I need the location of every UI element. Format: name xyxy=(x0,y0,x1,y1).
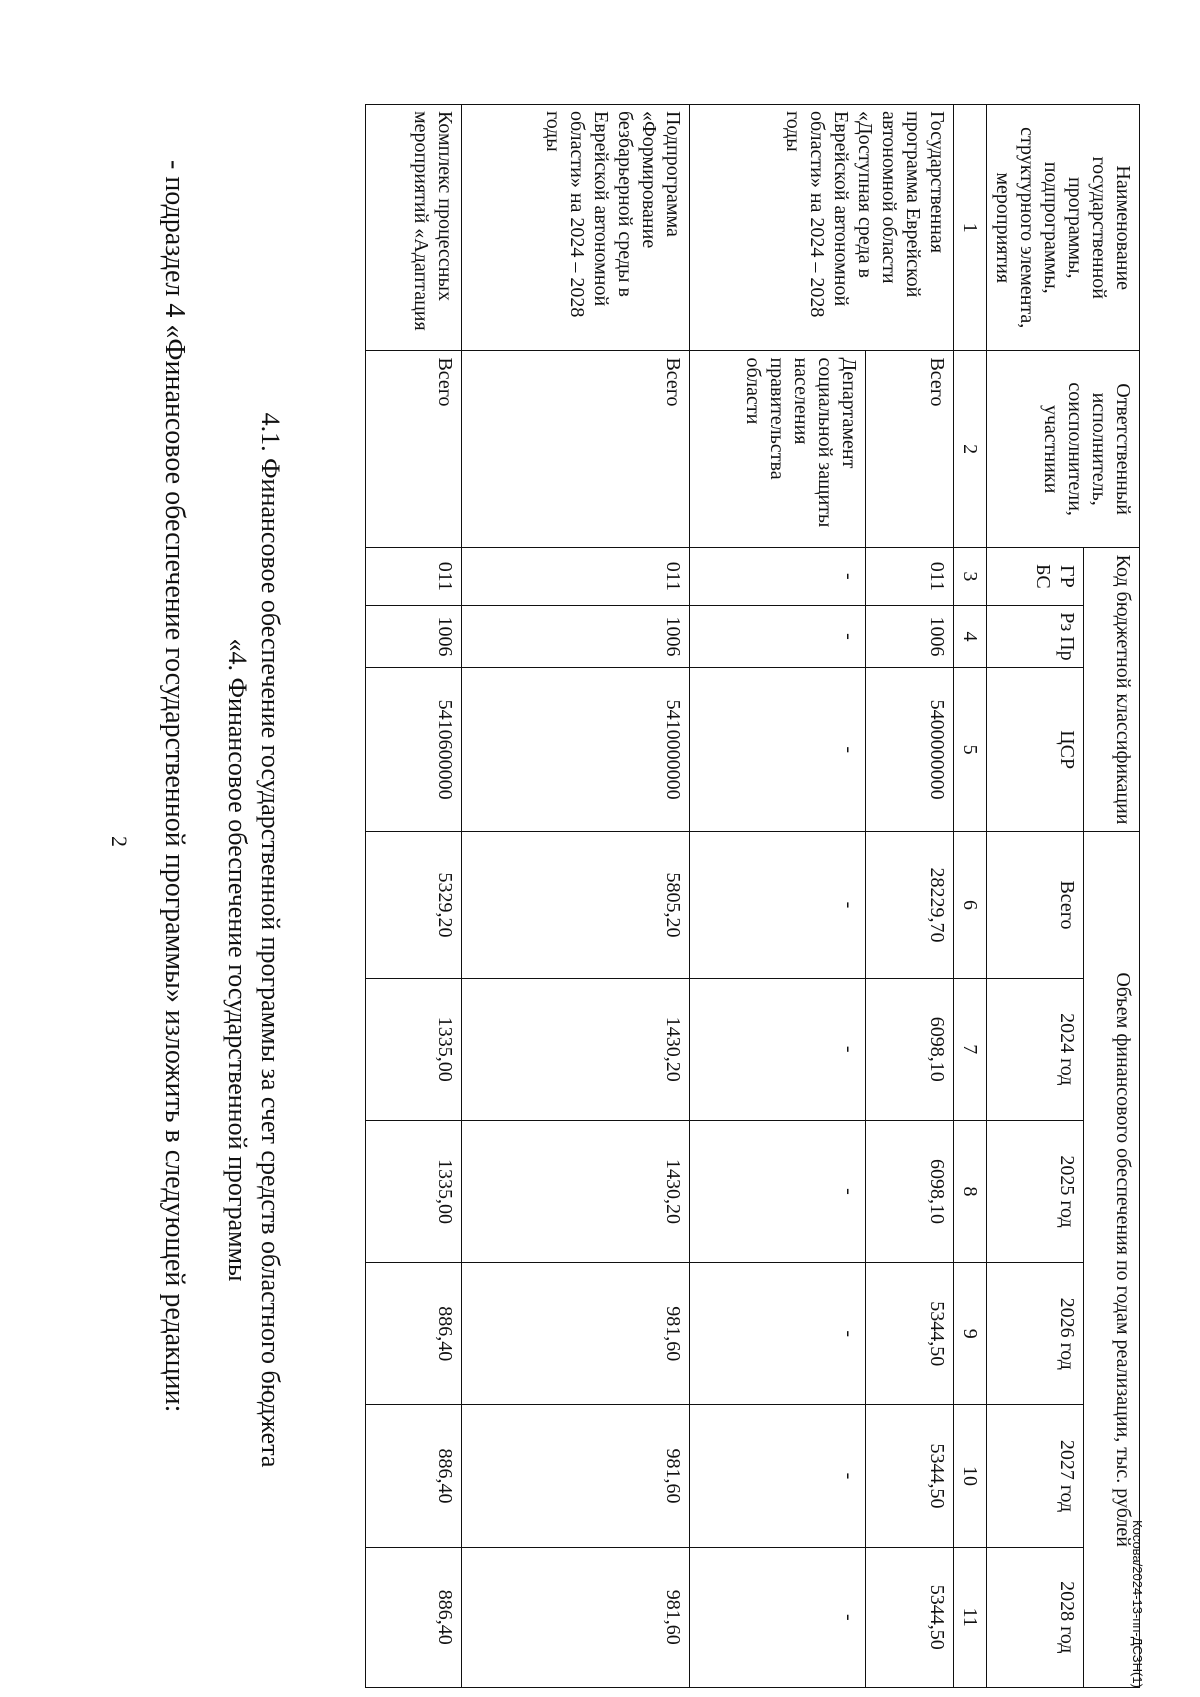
value-2027: - xyxy=(690,1405,866,1547)
value-2024: 6098,10 xyxy=(866,978,954,1120)
header-2025: 2025 год xyxy=(987,1120,1084,1262)
total-value: 28229,70 xyxy=(866,832,954,978)
table-row xyxy=(866,105,954,1688)
header-2024: 2024 год xyxy=(987,978,1084,1120)
value-2025: 1335,00 xyxy=(366,1120,462,1262)
grbs-code: 011 xyxy=(866,547,954,605)
value-2025: 6098,10 xyxy=(866,1120,954,1262)
value-2027: 981,60 xyxy=(462,1405,690,1547)
program-name: Подпрограмма «Формирование безбарьерной среды в Еврейской автономной области» на 2024 – 2028 годы xyxy=(462,105,690,351)
value-2028: 5344,50 xyxy=(866,1547,954,1687)
value-2028: - xyxy=(690,1547,866,1687)
value-2026: 5344,50 xyxy=(866,1263,954,1405)
rzpr-code: - xyxy=(690,605,866,667)
executor: Всего xyxy=(462,351,690,547)
column-number: 11 xyxy=(954,1547,987,1687)
column-number: 5 xyxy=(954,668,987,832)
page-number: 2 xyxy=(107,836,132,847)
header-row-1 xyxy=(1083,105,1139,1688)
header-name: Наименование государственной программы, подпрограммы, структурного элемента, мероприятия xyxy=(987,105,1140,351)
header-rzpr: Рз Пр xyxy=(987,605,1084,667)
value-2026: - xyxy=(690,1263,866,1405)
value-2024: - xyxy=(690,978,866,1120)
executor: Всего xyxy=(866,351,954,547)
column-number: 8 xyxy=(954,1120,987,1262)
total-value: 5805,20 xyxy=(462,832,690,978)
program-name: Государственная программа Еврейской автономной области «Доступная среда в Еврейской автономной области» на 2024 – 2028 годы xyxy=(690,105,954,351)
section-title: «4. Финансовое обеспечение государственной программы xyxy=(223,638,252,1282)
value-2024: 1430,20 xyxy=(462,978,690,1120)
csr-code: 5410600000 xyxy=(366,668,462,832)
value-2025: 1430,20 xyxy=(462,1120,690,1262)
subsection-title: 4.1. Финансовое обеспечение государственной программы за счет средств областного бюджета xyxy=(256,412,285,1468)
program-name: Комплекс процессных мероприятий «Адаптация xyxy=(366,105,462,351)
header-total: Всего xyxy=(987,832,1084,978)
column-number: 6 xyxy=(954,832,987,978)
column-number: 7 xyxy=(954,978,987,1120)
csr-code: 5400000000 xyxy=(866,668,954,832)
grbs-code: 011 xyxy=(462,547,690,605)
grbs-code: 011 xyxy=(366,547,462,605)
document-stamp: Косова/2024-13-пп-ДСЗН(1) xyxy=(1130,1520,1145,1688)
table-row xyxy=(366,105,462,1688)
value-2024: 1335,00 xyxy=(366,978,462,1120)
total-value: 5329,20 xyxy=(366,832,462,978)
grbs-code: - xyxy=(690,547,866,605)
header-2027: 2027 год xyxy=(987,1405,1084,1547)
header-executor: Ответственный исполнитель, соисполнители, участники xyxy=(987,351,1140,547)
column-number: 4 xyxy=(954,605,987,667)
rzpr-code: 1006 xyxy=(866,605,954,667)
value-2025: - xyxy=(690,1120,866,1262)
header-2026: 2026 год xyxy=(987,1263,1084,1405)
header-funding: Объем финансового обеспечения по годам реализации, тыс. рублей xyxy=(1083,832,1139,1688)
value-2028: 886,40 xyxy=(366,1547,462,1687)
header-grbs: ГР БС xyxy=(987,547,1084,605)
column-number: 1 xyxy=(954,105,987,351)
column-number: 3 xyxy=(954,547,987,605)
header-budget-code: Код бюджетной классификации xyxy=(1083,547,1139,832)
rzpr-code: 1006 xyxy=(462,605,690,667)
csr-code: 5410000000 xyxy=(462,668,690,832)
total-value: - xyxy=(690,832,866,978)
executor: Департамент социальной защиты населения правительства области xyxy=(690,351,866,547)
column-number: 2 xyxy=(954,351,987,547)
executor: Всего xyxy=(366,351,462,547)
intro-line: - подраздел 4 «Финансовое обеспечение государственной программы» изложить в следующей редакции: xyxy=(159,160,190,1413)
header-csr: ЦСР xyxy=(987,668,1084,832)
csr-code: - xyxy=(690,668,866,832)
value-2028: 981,60 xyxy=(462,1547,690,1687)
column-number: 10 xyxy=(954,1405,987,1547)
column-number: 9 xyxy=(954,1263,987,1405)
value-2027: 5344,50 xyxy=(866,1405,954,1547)
table-row xyxy=(462,105,690,1688)
value-2027: 886,40 xyxy=(366,1405,462,1547)
header-2028: 2028 год xyxy=(987,1547,1084,1687)
value-2026: 886,40 xyxy=(366,1263,462,1405)
rzpr-code: 1006 xyxy=(366,605,462,667)
funding-table xyxy=(365,104,1140,1688)
value-2026: 981,60 xyxy=(462,1263,690,1405)
column-number-row xyxy=(954,105,987,1688)
